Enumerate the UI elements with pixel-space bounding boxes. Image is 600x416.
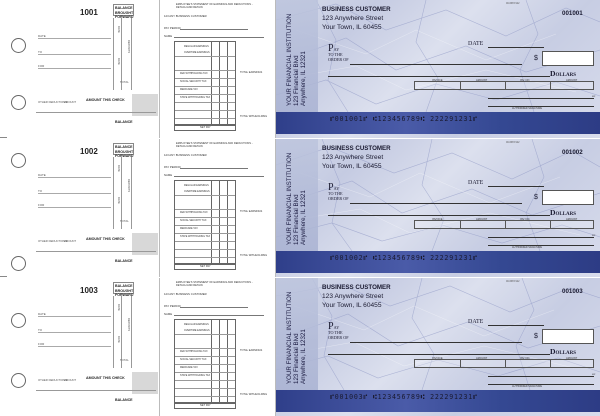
address-line1: 123 Anywhere Street [322,154,384,161]
deposits-label: DEPOSITS [127,179,130,193]
business-name: BUSINESS CUSTOMER [322,6,391,13]
date-line [488,186,544,187]
invoice-label: INVOICE [432,79,443,82]
stub-divider [36,390,156,391]
balance-shade [132,233,158,255]
date-col-label: DATE [117,304,120,311]
check-number: 001003 [562,288,583,295]
name-label: NAME [164,312,173,316]
name-line [174,37,264,38]
balance-brought-label: BALANCE BROUGHT FORWARD [115,145,134,158]
total-withholding-label: TOTAL WITHHOLDING [240,254,268,257]
signature-line [488,237,594,238]
address-line2: Your Town, IL 60455 [322,163,382,170]
dollars-label: Dollars [550,347,577,356]
dollar-sign: $ [534,55,538,62]
pay-to-order-label: PAY TO THE ORDER OF [328,182,349,201]
check-number: 001002 [562,149,583,156]
amount-label: AMOUNT [476,218,488,221]
mp-label: MP [592,374,596,376]
business-name: BUSINESS CUSTOMER [322,284,391,291]
dollars-label: Dollars [550,208,577,217]
grid-label: FED WITHHOLDING TAX [180,72,208,75]
dollar-sign: $ [534,333,538,340]
mp-label: MP [592,96,596,98]
date-line [38,316,111,317]
earnings-statement-title: EMPLOYEE'S STATEMENT OF EARNINGS AND DEDUCTIONS - DETACH AND RETAIN [176,281,253,288]
binder-hole [11,313,26,328]
total-label: TOTAL [120,80,129,84]
date-label: DATE [468,319,484,325]
grid-label: MEDICARE TAX [180,88,198,91]
fraction-code: 00-6687/122 [506,280,520,283]
grid-label: MEDICARE TAX [180,366,198,369]
stub-customer: 123 ANY BUSINESS CUSTOMER [164,14,207,18]
address-line1: 123 Anywhere Street [322,15,384,22]
financial-institution: YOUR FINANCIAL INSTITUTION 123 Financial Blvd Anywhere, IL 12321 [286,152,307,245]
earnings-statement-title: EMPLOYEE'S STATEMENT OF EARNINGS AND DEDUCTIONS - DETACH AND RETAIN [176,142,253,149]
check-strip-2 [34,139,600,277]
grid-label: FED WITHHOLDING TAX [180,350,208,353]
name-line [174,176,264,177]
grid-label: REGULAR EARNINGS [184,323,209,326]
micr-line: ⑈001002⑈ ⑆123456789⑆ 222291231⑈ [330,254,478,262]
invoice-label: INVOICE [432,218,443,221]
perforation-tick [0,276,7,277]
total-earnings-label: TOTAL EARNINGS [240,210,263,213]
payroll-stub [160,139,276,277]
binder-hole [11,373,26,388]
amount-words-line [328,76,550,77]
balance-label: BALANCE [115,398,133,402]
amount-words-line [328,354,550,355]
stub-number: 1002 [80,147,98,156]
amount-label: AMOUNT [64,378,77,382]
amount-label: AMOUNT [566,79,578,82]
pay-period-label: PAY PERIOD [164,26,181,30]
stub-number: 1003 [80,286,98,295]
to-line [38,332,111,333]
invoice-table [414,359,594,368]
perforation-tick [0,137,7,138]
date-line [38,177,111,178]
pay-period-line [180,168,248,169]
authorized-signature-label: AUTHORIZED SIGNATURE [512,246,542,249]
stub-customer: 123 ANY BUSINESS CUSTOMER [164,153,207,157]
pay-period-label: PAY PERIOD [164,304,181,308]
grid-label: OVERTIME EARNINGS [184,329,210,332]
amount-label: AMOUNT [64,239,77,243]
for-label: FOR [38,64,45,68]
amount-box [542,51,594,66]
payee-line [350,342,522,343]
grid-label: STATE WITHHOLDING TAX [180,374,211,377]
for-label: FOR [38,203,45,207]
binder-strip [0,0,34,416]
name-label: NAME [164,173,173,177]
grid-label: OVERTIME EARNINGS [184,190,210,193]
for-label: FOR [38,342,45,346]
payee-line [350,203,522,204]
stub-divider [36,112,156,113]
total-label: TOTAL [120,219,129,223]
date-col-label: DATE [117,58,120,65]
date-label: DATE [38,34,46,38]
grid-label: MEDICARE TAX [180,227,198,230]
authorized-signature-label: AUTHORIZED SIGNATURE [512,107,542,110]
check-strip-1 [34,0,600,138]
deposits-label: DEPOSITS [127,318,130,332]
date-col-label: DATE [117,197,120,204]
balance-brought-label: BALANCE BROUGHT FORWARD [115,6,134,19]
other-deductions-label: OTHER DEDUCTIONS [38,239,68,243]
stub-divider [36,251,156,252]
amount-label: AMOUNT [64,100,77,104]
grid-label: SOCIAL SECURITY TAX [180,80,207,83]
address-line2: Your Town, IL 60455 [322,24,382,31]
check [276,0,600,138]
for-line [38,207,111,208]
amount-label: AMOUNT [566,357,578,360]
amount-this-check-label: AMOUNT THIS CHECK [86,98,125,102]
amount-label: AMOUNT [476,79,488,82]
binder-hole [11,38,26,53]
stub-number: 1001 [80,8,98,17]
check [276,139,600,277]
check-strip-3 [34,278,600,416]
dollar-sign: $ [534,194,538,201]
register-stub [34,0,160,138]
binder-hole [11,256,26,271]
grid-label: REGULAR EARNINGS [184,45,209,48]
business-name: BUSINESS CUSTOMER [322,145,391,152]
pay-period-label: PAY PERIOD [164,165,181,169]
net-pay-label: NET PAY [200,126,211,129]
financial-institution: YOUR FINANCIAL INSTITUTION 123 Financial Blvd Anywhere, IL 12321 [286,291,307,384]
total-label: TOTAL [120,358,129,362]
name-line [174,315,264,316]
grid-label: SOCIAL SECURITY TAX [180,358,207,361]
to-label: TO [38,189,43,193]
financial-institution: YOUR FINANCIAL INSTITUTION 123 Financial Blvd Anywhere, IL 12321 [286,13,307,106]
signature-line [488,376,594,377]
check [276,278,600,416]
name-label: NAME [164,34,173,38]
date-col-label: DATE [117,26,120,33]
payroll-stub [160,0,276,138]
date-label: DATE [38,312,46,316]
payroll-stub [160,278,276,416]
balance-shade [132,94,158,116]
total-withholding-label: TOTAL WITHHOLDING [240,115,268,118]
deposits-label: DEPOSITS [127,40,130,54]
net-pay-label: NET PAY [200,404,211,407]
check-number: 001001 [562,10,583,17]
address-line2: Your Town, IL 60455 [322,302,382,309]
to-label: TO [38,328,43,332]
binder-hole [11,95,26,110]
date-label: DATE [468,180,484,186]
fraction-code: 00-6687/122 [506,141,520,144]
to-label: TO [38,50,43,54]
inv-no-label: INV. NO. [520,79,531,82]
pay-to-order-label: PAY TO THE ORDER OF [328,43,349,62]
net-pay-label: NET PAY [200,265,211,268]
register-stub [34,139,160,277]
amount-box [542,190,594,205]
total-earnings-label: TOTAL EARNINGS [240,71,263,74]
binder-hole [11,153,26,168]
date-label: DATE [468,41,484,47]
amount-label: AMOUNT [476,357,488,360]
address-line1: 123 Anywhere Street [322,293,384,300]
date-line [38,38,111,39]
date-line [488,325,544,326]
date-col-label: DATE [117,336,120,343]
invoice-table [414,220,594,229]
date-label: DATE [38,173,46,177]
for-line [38,68,111,69]
grid-label: FED WITHHOLDING TAX [180,211,208,214]
grid-label: OVERTIME EARNINGS [184,51,210,54]
micr-line: ⑈001003⑈ ⑆123456789⑆ 222291231⑈ [330,393,478,401]
balance-label: BALANCE [115,120,133,124]
amount-box [542,329,594,344]
inv-no-label: INV. NO. [520,218,531,221]
invoice-label: INVOICE [432,357,443,360]
for-line [38,346,111,347]
grid-label: REGULAR EARNINGS [184,184,209,187]
signature-line [488,98,594,99]
to-line [38,54,111,55]
balance-label: BALANCE [115,259,133,263]
total-withholding-label: TOTAL WITHHOLDING [240,393,268,396]
balance-shade [132,372,158,394]
to-line [38,193,111,194]
payee-line [350,64,522,65]
mp-label: MP [592,235,596,237]
earnings-statement-title: EMPLOYEE'S STATEMENT OF EARNINGS AND DEDUCTIONS - DETACH AND RETAIN [176,3,253,10]
invoice-table [414,81,594,90]
pay-to-order-label: PAY TO THE ORDER OF [328,321,349,340]
pay-period-line [180,307,248,308]
amount-this-check-label: AMOUNT THIS CHECK [86,237,125,241]
authorized-signature-label: AUTHORIZED SIGNATURE [512,385,542,388]
fraction-code: 00-6687/122 [506,2,520,5]
balance-brought-label: BALANCE BROUGHT FORWARD [115,284,134,297]
grid-label: SOCIAL SECURITY TAX [180,219,207,222]
stub-customer: 123 ANY BUSINESS CUSTOMER [164,292,207,296]
amount-words-line [328,215,550,216]
amount-this-check-label: AMOUNT THIS CHECK [86,376,125,380]
grid-label: STATE WITHHOLDING TAX [180,96,211,99]
micr-line: ⑈001001⑈ ⑆123456789⑆ 222291231⑈ [330,115,478,123]
dollars-label: Dollars [550,69,577,78]
other-deductions-label: OTHER DEDUCTIONS [38,378,68,382]
date-line [488,47,544,48]
grid-label: STATE WITHHOLDING TAX [180,235,211,238]
date-col-label: DATE [117,165,120,172]
register-stub [34,278,160,416]
total-earnings-label: TOTAL EARNINGS [240,349,263,352]
pay-period-line [180,29,248,30]
amount-label: AMOUNT [566,218,578,221]
other-deductions-label: OTHER DEDUCTIONS [38,100,68,104]
inv-no-label: INV. NO. [520,357,531,360]
